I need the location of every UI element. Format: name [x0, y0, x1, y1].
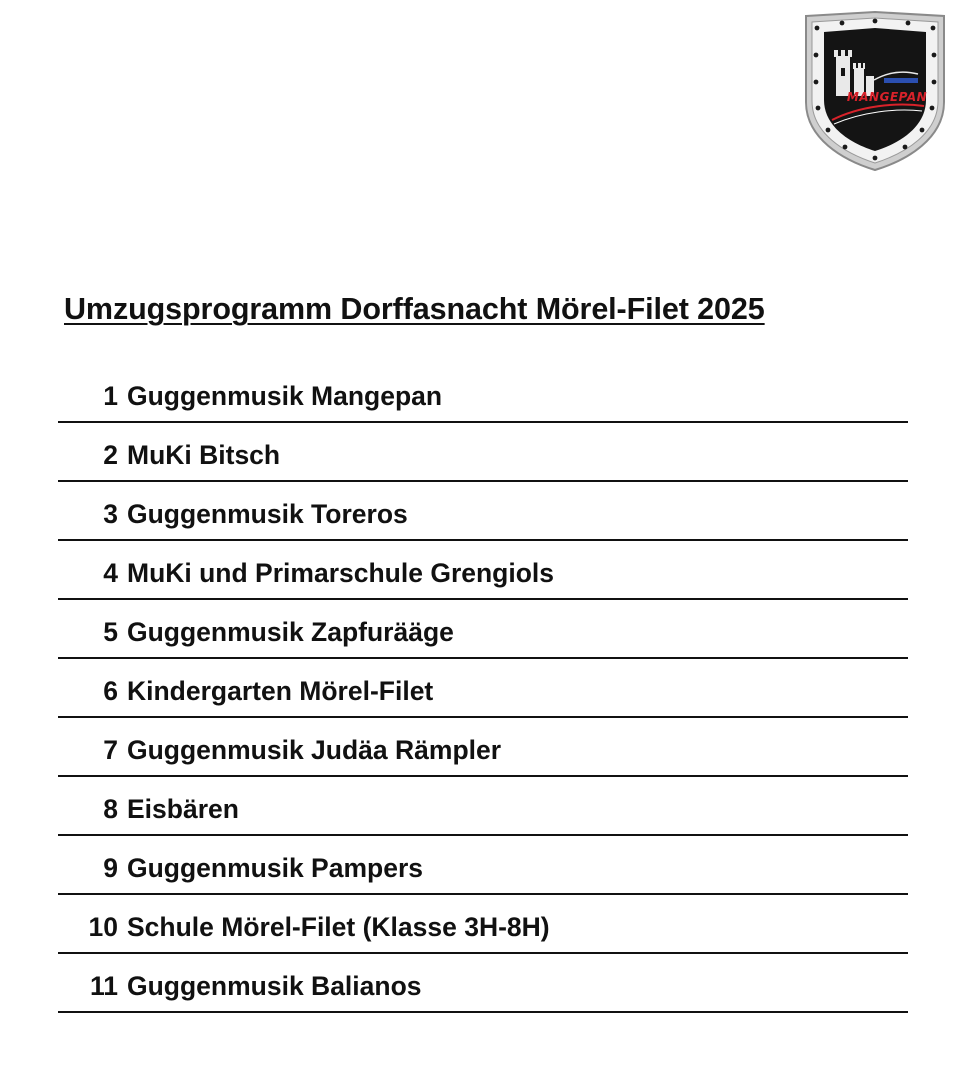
item-number: 5: [103, 617, 118, 647]
item-name: Guggenmusik Judäa Rämpler: [127, 735, 502, 765]
item-number: 9: [103, 853, 118, 883]
item-name: Kindergarten Mörel-Filet: [127, 676, 434, 706]
mangepan-shield-logo-icon: [800, 10, 950, 174]
item-name: Eisbären: [127, 794, 239, 824]
parade-program-list: [58, 364, 908, 1013]
page-title: Umzugsprogramm Dorffasnacht Mörel-Filet 2025: [64, 292, 765, 326]
list-item: [58, 718, 908, 777]
item-number: 11: [89, 971, 118, 1001]
item-name: Schule Mörel-Filet (Klasse 3H-8H): [127, 912, 550, 942]
list-item: [58, 659, 908, 718]
item-name: Guggenmusik Pampers: [127, 853, 424, 883]
item-name: Guggenmusik Mangepan: [127, 381, 443, 411]
item-number: 4: [103, 558, 118, 588]
list-item: [58, 777, 908, 836]
list-item: [58, 895, 908, 954]
item-number: 7: [103, 735, 118, 765]
list-item: [58, 600, 908, 659]
list-item: [58, 482, 908, 541]
item-number: 6: [103, 676, 118, 706]
item-number: 1: [103, 381, 118, 411]
logo-text: MANGEPAN: [846, 90, 928, 104]
item-name: MuKi Bitsch: [127, 440, 281, 470]
list-item: [58, 954, 908, 1013]
item-name: MuKi und Primarschule Grengiols: [127, 558, 555, 588]
item-number: 2: [103, 440, 118, 470]
list-item: [58, 423, 908, 482]
list-item: [58, 541, 908, 600]
item-number: 10: [88, 912, 118, 942]
list-item: [58, 364, 908, 423]
item-name: Guggenmusik Zapfurääge: [127, 617, 454, 647]
item-name: Guggenmusik Toreros: [127, 499, 408, 529]
list-item: [58, 836, 908, 895]
item-number: 3: [103, 499, 118, 529]
item-name: Guggenmusik Balianos: [127, 971, 422, 1001]
item-number: 8: [103, 794, 118, 824]
